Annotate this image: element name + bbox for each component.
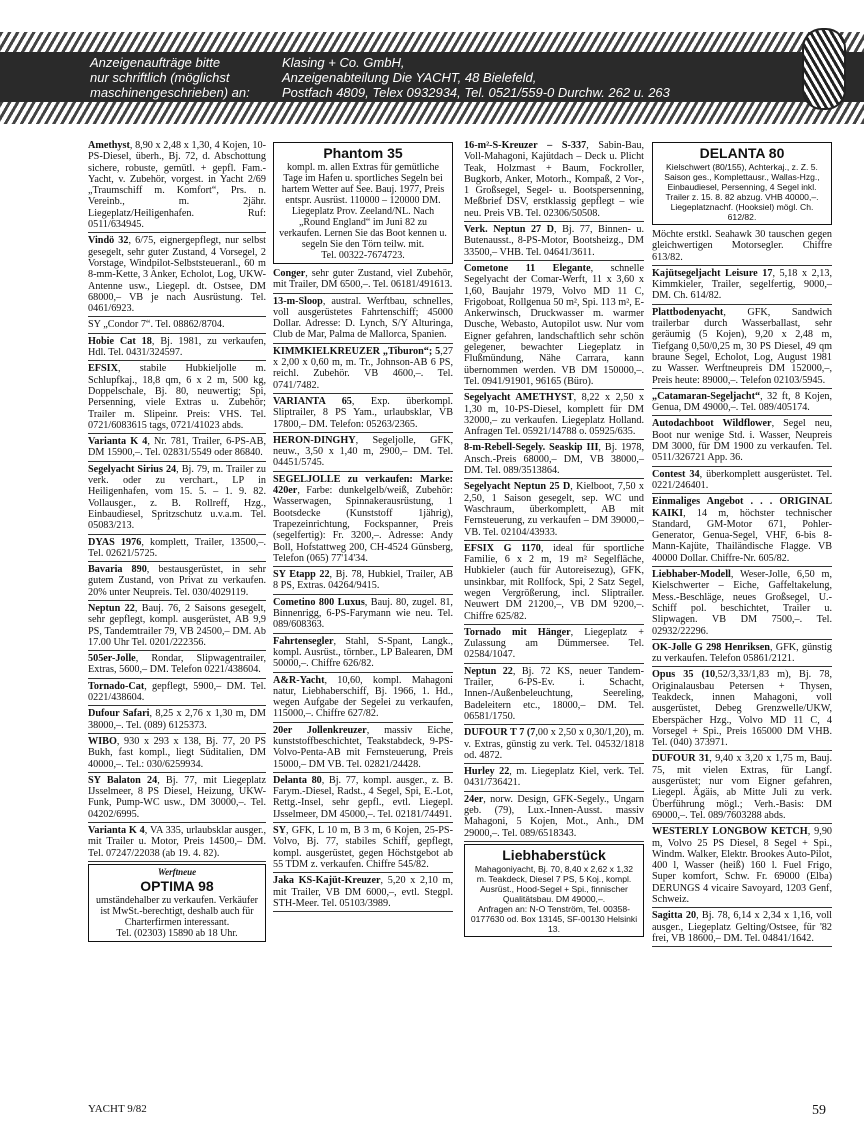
classified-ad: EFSIX, stabile Hubkieljolle m. Schlupfkaj., 18,8 qm, 6 x 2 m, 500 kg, Doppelschale, Bj. 80, neuwertig; Spi, Persenning, viele Extras u. Zubehör; Trailer m. Slipeinr. Preis: VHS. Tel. 0721/6083615 tags, 0721/41023 abds.	[88, 363, 266, 434]
box-tel: Tel. (02303) 15890 ab 18 Uhr.	[116, 928, 238, 940]
classified-ad: Hobie Cat 18, Bj. 1981, zu verkaufen, Hdl. Tel. 0431/324597.	[88, 336, 266, 362]
classified-ad: Varianta K 4, Nr. 781, Trailer, 6-PS-AB, DM 15900,–. Tel. 02831/5549 oder 86840.	[88, 436, 266, 462]
box-text: Kielschwert (80/155), Achterkaj., z. Z. 5. Saison ges., Komplettausr., Wallas-Hzg., Einbaudiesel, Persenning, 4 Segel inkl. Trailer z. 15. 8. 82 abzug. VHB 40000,–. Liegeplatznachf. (Hooksiel) mögl. Ch. 612/82.	[664, 162, 820, 222]
classified-ad: Tornado-Cat, gepflegt, 5900,– DM. Tel. 0221/438604.	[88, 681, 266, 707]
classified-ad: WESTERLY LONGBOW KETCH, 9,90 m, Volvo 25 PS Diesel, 8 Segel + Spi., Windm. Walker, Elektr. Brookes Auto-Pilot, 400 l, Wasser (heiß) 160 l. Fuel Frigo, Super komfort, Schw. Fr. 69000 (Elba) DERUNGS 4 vicaire Savoyard, 1203 Genf, Schweiz.	[652, 826, 832, 908]
box-contact: Anfragen an: N-O Tenström, Tel. 00358-0177630 od. Box 13145, SF-00130 Helsinki 13.	[470, 903, 638, 934]
classified-ad: Sagitta 20, Bj. 78, 6,14 x 2,34 x 1,16, voll ausger., Liegeplatz Gelting/Ostsee, für '82 frei, VB 18600,– DM. Tel. 04841/1642.	[652, 910, 832, 947]
box-title: DELANTA 80	[699, 145, 785, 161]
classified-ad: Segelyacht AMETHYST, 8,22 x 2,50 x 1,30 m, 10-PS-Diesel, komplett für DM 32000,– zu verkaufen. Liegeplatz Holland. Anfragen Tel. 05921/14788 o. 05925/635.	[464, 392, 644, 440]
classified-ad: Hurley 22, m. Liegeplatz Kiel, verk. Tel. 0431/736421.	[464, 766, 644, 792]
classified-ad: Tornado mit Hänger, Liegeplatz + Zulassung am Dümmersee. Tel. 02584/1047.	[464, 627, 644, 664]
classified-ad: SY Balaton 24, Bj. 77, mit Liegeplatz IJsselmeer, 8 PS Diesel, Heizung, UKW-Funk, Pump-WC usw., DM 30000,–. Tel. 04202/6995.	[88, 775, 266, 823]
classified-ad: Opus 35 (10,52/3,33/1,83 m), Bj. 78, Originalausbau Petersen + Thysen, Teakdeck, innen Mahagoni, voll ausgerüstet, Debeg Grenzwelle/UKW, Eberspächer Hzg., Volvo MD 11 C, 4 Vorsegel + Spi., Preis 165000 DM VHB. Tel. (040) 373971.	[652, 669, 832, 751]
classified-ad: 24er, norw. Design, GFK-Segely., Ungarn geb. (79), Lux.-Innen-Ausst. massiv Mahagoni, 5 Kojen, Mot., Anh., DM 29000,–. Tel. 089/6518343.	[464, 794, 644, 842]
footer-issue: YACHT 9/82	[88, 1103, 147, 1115]
boxed-ad-phantom	[273, 142, 453, 264]
box-text: umständehalber zu verkaufen. Verkäufer ist MwSt.-berechtigt, deshalb auch für Charterfirmen interessant.	[96, 895, 258, 929]
classified-ad: Delanta 80, Bj. 77, kompl. ausger., z. B. Farym.-Diesel, Radst., 4 Segel, Spi, E.-Lot, Rettg.-Insel, sehr gepfl., evtl. Liegepl. IJsselmeer, DM 45000,–. Tel. 02181/74491.	[273, 775, 453, 823]
advertising-header	[0, 52, 864, 102]
box-title: Phantom 35	[323, 145, 403, 161]
classified-ad: Segelyacht Neptun 25 D, Kielboot, 7,50 x 2,50, 1 Saison gesegelt, sep. WC und Waschraum, überkomplett, AB mit Fernsteuerung, zu verkaufen – DM 39000,– VB. Tel. 02104/43933.	[464, 481, 644, 540]
classified-ad: Dufour Safari, 8,25 x 2,76 x 1,30 m, DM 38000,–. Tel. (089) 6125373.	[88, 708, 266, 734]
header-address: Klasing + Co. GmbH, Anzeigenabteilung Die YACHT, 48 Bielefeld, Postfach 4809, Telex 0932934, Tel. 0521/559-0 Durchw. 262 u. 263	[282, 55, 670, 100]
classified-ad: EFSIX G 1170, ideal für sportliche Familie, 6 x 2 m, 19 m² Segelfläche, Hubkieler (auch für Autoreisezug), GFK, unsinkbar, mit Rollfock, Spi, 2 Satz Segel, wegen Vergrößerung, incl. Sliptrailer. Neuwert DM 21200,–, VB DM 9200,–. Chiffre 625/82.	[464, 543, 644, 625]
classified-ad: Jaka KS-Kajüt-Kreuzer, 5,20 x 2,10 m, mit Trailer, VB DM 6000,–, evtl. Stegpl. STH-Meer. Tel. 05103/3989.	[273, 875, 453, 912]
column-4	[652, 140, 832, 949]
rope-border-top	[0, 32, 864, 54]
classified-ad: 8-m-Rebell-Segely. Seaskip III, Bj. 1978, Ansch.-Preis 68000,– DM, VB 38000,– DM. Tel. 089/3513864.	[464, 442, 644, 479]
classified-ad: SY Etapp 22, Bj. 78, Hubkiel, Trailer, AB 8 PS, Extras. 04264/9415.	[273, 569, 453, 595]
classified-ad: SEGELJOLLE zu verkaufen: Marke: 420er, Farbe: dunkelgelb/weiß, Zubehör: Wasserwagen, Spinnakerausrüstung, 1 Bootsdecke (Kunststoff 1jährig), Trapezeinrichtung, Fockspanner, Preis (segelfertig): Fr. 3200,–. Adresse: Andy Boll, Hofstattweg 200, CH-4524 Günsberg, Telefon (065) 77'14'34.	[273, 474, 453, 567]
classified-ad: A&R-Yacht, 10,60, kompl. Mahagoni natur, Liebhaberschiff, Bj. 1966, 1. Hd., wegen Aufgabe der Segelei zu verkaufen, 115000,–. Chiffre 627/82.	[273, 675, 453, 723]
classified-ad: DYAS 1976, komplett, Trailer, 13500,–. Tel. 02621/5725.	[88, 537, 266, 563]
classified-ad: Kajütsegeljacht Leisure 17, 5,18 x 2,13, Kimmkieler, Trailer, segelfertig, 9000,– DM. Ch. 614/82.	[652, 268, 832, 305]
classified-ad: VARIANTA 65, Exp. überkompl. Sliptrailer, 8 PS Yam., urlaubsklar, VB 17800,– DM. Telefon: 05263/2365.	[273, 396, 453, 433]
classified-ad: Fahrtensegler, Stahl, S-Spant, Langk., kompl. Ausrüst., törnber., LP Balearen, DM 50000,–. Chiffre 626/82.	[273, 636, 453, 673]
classified-ad: Verk. Neptun 27 D, Bj. 77, Binnen- u. Butenausst., 8-PS-Motor, Bootsheizg., DM 33500,– VHB. Tel. 04641/3611.	[464, 224, 644, 261]
classified-ad: Bavaria 890, bestausgerüstet, in sehr gutem Zustand, von Privat zu verkaufen. 20% unter Neupreis. Tel. 030/4029119.	[88, 564, 266, 601]
page-number: 59	[812, 1103, 826, 1118]
boxed-ad-delanta	[652, 142, 832, 225]
classified-ad: Contest 34, überkomplett ausgerüstet. Tel. 0221/246401.	[652, 469, 832, 495]
classified-ad: SY, GFK, L 10 m, B 3 m, 6 Kojen, 25-PS-Volvo, Bj. 77, stabiles Schiff, gepflegt, kompl. ausgerüstet, gegen Höchstgebot ab 55 TDM z. verkaufen. Chiffre 545/82.	[273, 825, 453, 873]
box-text: Mahagoniyacht, Bj. 70, 8,40 x 2,62 x 1,32 m. Teakdeck, Diesel 7 PS, 5 Koj., kompl. Ausrüst., Hood-Segel + Spi., finnischer Qualitätsbau. DM 49000,–.	[474, 863, 634, 904]
classified-ad: Möchte erstkl. Seahawk 30 tauschen gegen gleichwertigen Motorsegler. Chiffre 613/82.	[652, 229, 832, 266]
classified-ad: OK-Jolle G 298 Henriksen, GFK, günstig zu verkaufen. Telefon 05861/2121.	[652, 642, 832, 668]
classified-ad: Liebhaber-Modell, Weser-Jolle, 6,50 m, Kielschwerter – Eiche, Gaffeltakelung, Mess.-Beschläge, neues Großsegel, U.-Schiff pol. beschichtet, Trailer u. Slipwagen. VB DM 7500,–. Tel. 02932/22296.	[652, 569, 832, 640]
classified-ad: Neptun 22, Bauj. 76, 2 Saisons gesegelt, sehr gepflegt, kompl. ausgerüstet, AB 9,9 PS, Tandemtrailer 79, VB 24500,– DM. Ab 17.00 Uhr Tel. 0201/222356.	[88, 603, 266, 651]
column-3	[464, 140, 644, 941]
classified-ad: Vindö 32, 6/75, eignergepflegt, nur selbst gesegelt, sehr guter Zustand, 4 Vorsegel, 2 Vorstage, Windpilot-Selbststeueranl., 60 m 8-mm-Kette, 3 Anker, Echolot, Log, UKW-Antenne usw., Liegepl. dt. Ostsee, DM 68000,– VB je nach Ausrüstung. Tel. 0461/6923.	[88, 235, 266, 317]
rope-knot-graphic	[802, 28, 846, 110]
classified-ad: „Catamaran-Segeljacht“, 32 ft, 8 Kojen, Genua, DM 49000,–. Tel. 089/405174.	[652, 391, 832, 417]
box-kicker: Werftneue	[157, 866, 197, 877]
classified-ad: Amethyst, 8,90 x 2,48 x 1,30, 4 Kojen, 10-PS-Diesel, überh., Bj. 72, d. Abschottung sichere, robuste, gemütl. + gepfl. Fam.-Yacht, v. Zubehör, vorgest. in Yacht 2/69 „Traumschiff m. Komfort“, Prs. n. Vereinb., m. 2jähr. Liegeplatz/Heiligenhafen. Ruf: 0511/634945.	[88, 140, 266, 233]
classified-ad: Neptun 22, Bj. 72 KS, neuer Tandem-Trailer, 6-PS-Ev. i. Schacht, Innen-/Außenbeleuchtung, Seereling, Badeleitern etc., 18000,– DM. Tel. 06581/1750.	[464, 666, 644, 725]
classified-ad: Cometino 800 Luxus, Bauj. 80, zugel. 81, Binnenrigg, 6-PS-Farymann wie neu. Tel. 089/608363.	[273, 597, 453, 634]
classified-ad: DUFOUR 31, 9,40 x 3,20 x 1,75 m, Bauj. 75, mit vielen Extras, für Langf. ausgerüstet; nur vom Eigner gefahren, Liegepl. Ägäis, ab Mitte Juli zu verk. Überführung mögl.; Verh.-Basis: DM 69000,–. Tel. 089/7603288 abds.	[652, 753, 832, 824]
classified-ad: 13-m-Sloop, austral. Werftbau, schnelles, voll ausgerüstetes Fahrtenschiff; 45000 Dollar. Adresse: D. Lynch, S/Y Alturinga, Club de Mar, Palma de Mallorca, Spanien.	[273, 296, 453, 344]
box-title: OPTIMA 98	[140, 878, 214, 895]
classified-ad: Varianta K 4, VA 335, urlaubsklar ausger., mit Trailer u. Motor, Preis 14500,– DM. Tel. 07247/22038 (ab 19. 4. 82).	[88, 825, 266, 862]
box-title: Liebhaberstück	[502, 846, 606, 863]
classified-ad: Einmaliges Angebot . . . ORIGINAL KAIKI, 14 m, höchster technischer Standard, GM-Motor 671, Pohler-Generator, Genua-Segel, VHF, 6-bis 8-Mann-Kajüte, Thailändische Flagge. VB 40000 Dollar. Chiffre-Nr. 605/82.	[652, 496, 832, 567]
boxed-ad-liebhaberstueck	[464, 844, 644, 937]
box-tel: Tel. 00322-7674723.	[321, 250, 405, 261]
classified-ad: Plattbodenyacht, GFK, Sandwich trailerbar durch Wasserballast, sehr geräumig (5 Kojen), 9,20 x 2,48 m, Tiefgang 0,50/0,25 m, 30 PS Diesel, 49 qm braune Segel, Echolot, Log, August 1981 zu Wasser. Werftneupreis DM 152000,–, Preis heute: 89000,–. Telefon 02103/5945.	[652, 307, 832, 389]
rope-border-bottom	[0, 102, 864, 124]
header-instructions: Anzeigenaufträge bitte nur schriftlich (möglichst maschinengeschrieben) an:	[90, 55, 250, 100]
column-1	[88, 140, 266, 946]
classified-ad: Segelyacht Sirius 24, Bj. 79, m. Trailer zu verk. oder zu verchart., LP in Heiligenhafen, vom 15. 5. – 1. 9. 82. Vollausger., z. B. Rollreff, Hzg., Einbaudiesel, Spritzschutz u.v.a.m. Tel. 05083/213.	[88, 464, 266, 535]
classified-ad: HERON-DINGHY, Segeljolle, GFK, neuw., 3,50 x 1,40 m, 2900,– DM. Tel. 04451/5745.	[273, 435, 453, 472]
classified-ad: WIBO, 930 x 293 x 138, Bj. 77, 20 PS Bukh, fast kompl., liegt Süditalien, DM 40000,–. Tel.: 030/6259934.	[88, 736, 266, 773]
classified-ad: DUFOUR T 7 (7,00 x 2,50 x 0,30/1,20), m. v. Extras, günstig zu verk. Tel. 04532/1818 od. 4872.	[464, 727, 644, 764]
classified-ad: 16-m²-S-Kreuzer – S-337, Sabin-Bau, Voll-Mahagoni, Kajütdach – Deck u. Plicht Teak, Holzmast + Baum, Fockroller, Bugkorb, Anker, Motorh., Kompaß, 2 Vor-, 1 Großsegel, Segel- u. Bootspersenning, Meßbrief DSV, erstklassig gepflegt – wie neu. Preis VB. Tel. 02306/50508.	[464, 140, 644, 222]
classified-ad: 505er-Jolle, Rondar, Slipwagentrailer, Extras, 5600,– DM. Telefon 0221/438604.	[88, 653, 266, 679]
classified-ad: KIMMKIELKREUZER „Tiburon“; 5,27 x 2,00 x 0,60 m, m. Tr., Johnson-AB 6 PS, reichl. Zubehör. VB 4600,–. Tel. 0741/7482.	[273, 346, 453, 394]
classified-ad: Cometone 11 Elegante, schnelle Segelyacht der Comar-Werft, 11 x 3,60 x 1,60, Baujahr 1979, Volvo MD 11 C, Frigoboat, Rollgenua 50 m², Spi. 113 m², E-Ankerwinsch, Druckwasser m. warmer Dusche, Webasto, Autopilot usw. Nur vom Eigner gefahren, landschaftlich sehr schön gelegener, bewachter Liegeplatz in Flußmündung, Nähe Carrara, kann übernommen werden. VB DM 150000,–. Tel. 0941/91901, 96165 (Büro).	[464, 263, 644, 390]
classified-ad: Conger, sehr guter Zustand, viel Zubehör, mit Trailer, DM 6500,–. Tel. 06181/491613.	[273, 268, 453, 294]
column-2	[273, 140, 453, 914]
classified-ad: 20er Jollenkreuzer, massiv Eiche, kunststoffbeschichtet, Teakstabdeck, 9-PS-Volvo-Penta-AB mit Fernsteuerung, Preis 15000,– DM VB. Tel. 02821/24428.	[273, 725, 453, 773]
classified-ad: Autodachboot Wildflower, Segel neu, Boot nur wenige Std. i. Wasser, Neupreis DM 3000, für DM 1900 zu verkaufen. Tel. 0511/326721 App. 36.	[652, 418, 832, 466]
boxed-ad-optima	[88, 864, 266, 942]
box-text: kompl. m. allen Extras für gemütliche Tage im Hafen u. sportliches Segeln bei hartem Wetter auf See. Bauj. 1977, Preis entspr. Ausrüst. 110000 – 120000 DM. Liegeplatz Prov. Zeeland/NL. Nach „Round England“ im Juni 82 zu verkaufen. Lernen Sie das Boot kennen u. segeln Sie den Törn teilw. mit.	[279, 162, 447, 250]
classified-ad: SY „Condor 7“. Tel. 08862/8704.	[88, 319, 266, 333]
